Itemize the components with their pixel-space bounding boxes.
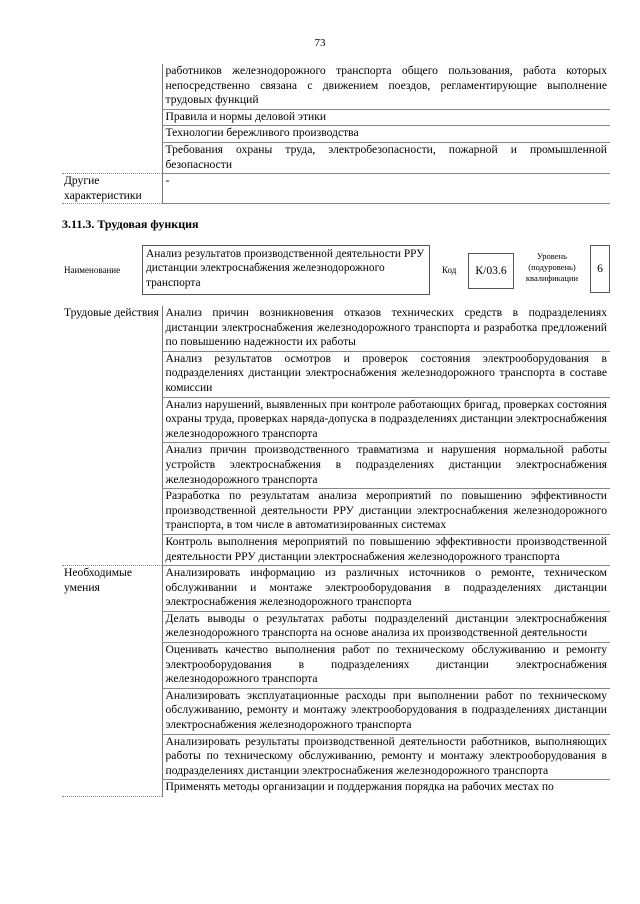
- table-cell: Применять методы организации и поддержания порядка на рабочих местах по: [162, 780, 610, 796]
- table-cell: Анализ результатов осмотров и проверок состояния электрооборудования в подразделениях дистанции электроснабжения железнодорожного транспорта в составе комиссии: [162, 351, 610, 397]
- table-cell: Анализ нарушений, выявленных при контроле работающих бригад, проверках состояния охраны труда, проверках наряда-допуска в подразделениях дистанции электроснабжения железнодорожного транспорта: [162, 397, 610, 443]
- code-label: Код: [442, 265, 457, 275]
- table-cell: -: [162, 174, 610, 204]
- row-label-other-characteristics: Другие характеристики: [62, 174, 162, 204]
- function-header: [62, 245, 614, 295]
- table-cell: работников железнодорожного транспорта общего пользования, работа которых непосредственно связана с движением поездов, регламентирующие выполнение трудовых функций: [162, 64, 610, 109]
- row-label: [62, 64, 162, 174]
- table-row: [62, 306, 610, 351]
- name-label: Наименование: [64, 265, 121, 275]
- table-cell: Правила и нормы деловой этики: [162, 109, 610, 126]
- table-cell: Анализ причин производственного травматизма и нарушения нормальной работы устройств электроснабжения в подразделениях дистанции электроснабжения железнодорожного транспорта: [162, 443, 610, 489]
- table-cell: Контроль выполнения мероприятий по повышению эффективности производственной деятельности РРУ дистанции электроснабжения железнодорожного транспорта: [162, 534, 610, 565]
- table-row: [62, 566, 610, 612]
- main-table: [62, 306, 610, 797]
- row-label-labor-actions: Трудовые действия: [62, 306, 162, 566]
- qualification-level-box: 6: [590, 245, 610, 293]
- table-cell: Анализировать эксплуатационные расходы при выполнении работ по техническому обслуживанию, ремонту и монтажу электрооборудования в подразделениях дистанции электроснабжения железнодорожного транспорта: [162, 688, 610, 734]
- table-cell: Анализ причин возникновения отказов технических средств в подразделениях дистанции электроснабжения железнодорожного транспорта и разработка предложений по повышению надежности их работы: [162, 306, 610, 351]
- page-number: 73: [314, 37, 326, 49]
- table-cell: Технологии бережливого производства: [162, 126, 610, 143]
- top-table: [62, 64, 610, 204]
- table-cell: Анализировать информацию из различных источников о ремонте, техническом обслуживании и монтаже электрооборудования в подразделениях дистанции электроснабжения железнодорожного транспорта: [162, 566, 610, 612]
- table-row: [62, 64, 610, 109]
- table-cell: Анализировать результаты производственной деятельности работников, выполняющих работы по техническому обслуживанию, ремонту и монтажу электрооборудования в подразделениях дистанции электроснабжения железнодорожного транспорта: [162, 734, 610, 780]
- code-box: К/03.6: [468, 253, 514, 289]
- row-label-required-skills: Необходимые умения: [62, 566, 162, 796]
- section-title: 3.11.3. Трудовая функция: [62, 217, 199, 231]
- table-cell: Разработка по результатам анализа мероприятий по повышению эффективности производственной деятельности РРУ дистанции электроснабжения железнодорожного транспорта, в том числе в автоматизированных системах: [162, 489, 610, 535]
- table-cell: Требования охраны труда, электробезопасности, пожарной и промышленной безопасности: [162, 142, 610, 173]
- table-cell: Делать выводы о результатах работы подразделений дистанции электроснабжения железнодорожного транспорта на основе анализа их производственной деятельности: [162, 611, 610, 642]
- table-cell: Оценивать качество выполнения работ по техническому обслуживанию и ремонту электрооборудования в подразделениях дистанции электроснабжения железнодорожного транспорта: [162, 643, 610, 689]
- function-name-box: Анализ результатов производственной деятельности РРУ дистанции электроснабжения железнодорожного транспорта: [142, 245, 430, 295]
- qualification-level-label: Уровень (подуровень) квалификации: [525, 251, 579, 283]
- table-row: [62, 174, 610, 204]
